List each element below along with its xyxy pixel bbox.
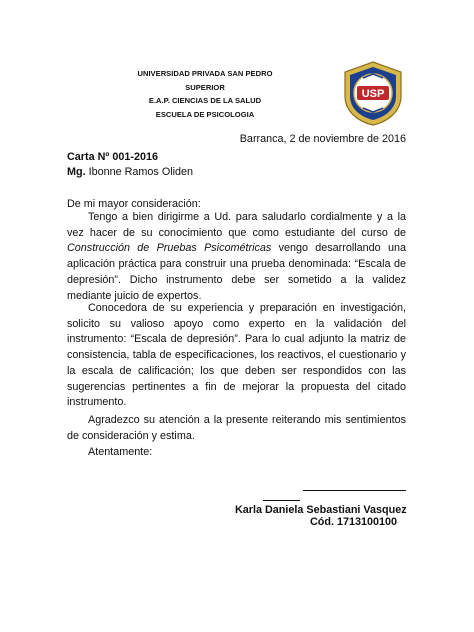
signature-line bbox=[303, 490, 406, 491]
signer-code: Cód. 1713100100 bbox=[310, 516, 398, 528]
institution-name-cont: SUPERIOR bbox=[185, 82, 225, 92]
addressee bbox=[67, 166, 193, 178]
paragraph-2-text: Conocedora de su experiencia y preparación en investigación, solicito su valioso apoyo como experto en la validación del instrumento: “Escala de depresión”. Para lo cual adjunto la matriz de consistencia, tabla de especificaciones, los reactivos, el cuestionario y la escala de calificación; los que deben ser respondidos con las sugerencias pertinentes a fin de mejorar la propuesta del citado instrumento. bbox=[67, 302, 406, 409]
letter-date: Barranca, 2 de noviembre de 2016 bbox=[239, 133, 406, 145]
letter-number: Carta Nº 001-2016 bbox=[67, 151, 158, 163]
school-name: ESCUELA DE PSICOLOGIA bbox=[155, 109, 255, 119]
signature-line-short bbox=[263, 500, 300, 501]
signer-name: Karla Daniela Sebastiani Vasquez bbox=[235, 504, 407, 516]
paragraph-3 bbox=[67, 413, 406, 444]
paragraph-1 bbox=[67, 210, 406, 304]
logo-text: USP bbox=[361, 88, 385, 100]
addressee-title: Mg. bbox=[67, 166, 86, 178]
university-logo bbox=[341, 60, 405, 126]
paragraph-1-text-a: Tengo a bien dirigirme a Ud. para saludarlo cordialmente y a la vez hacer de su conocimiento que como estudiante del curso de bbox=[67, 211, 406, 239]
course-name: Construcción de Pruebas Psicométricas bbox=[67, 242, 272, 255]
addressee-name: Ibonne Ramos Oliden bbox=[88, 166, 194, 178]
institution-header bbox=[120, 67, 290, 121]
faculty-name: E.A.P. CIENCIAS DE LA SALUD bbox=[148, 96, 262, 106]
institution-name: UNIVERSIDAD PRIVADA SAN PEDRO bbox=[137, 69, 273, 78]
closing: Atentamente: bbox=[88, 446, 153, 458]
paragraph-1-text-b: vengo desarrollando una aplicación práctica para construir una prueba denominada: “Escala de depresión”. Dicho instrumento debe ser sometido a la validez mediante juicio de expertos. bbox=[67, 242, 406, 302]
paragraph-2 bbox=[67, 301, 406, 411]
paragraph-3-text: Agradezco su atención a la presente reiterando mis sentimientos de consideración y estima. bbox=[67, 414, 406, 442]
greeting: De mi mayor consideración: bbox=[67, 198, 201, 210]
